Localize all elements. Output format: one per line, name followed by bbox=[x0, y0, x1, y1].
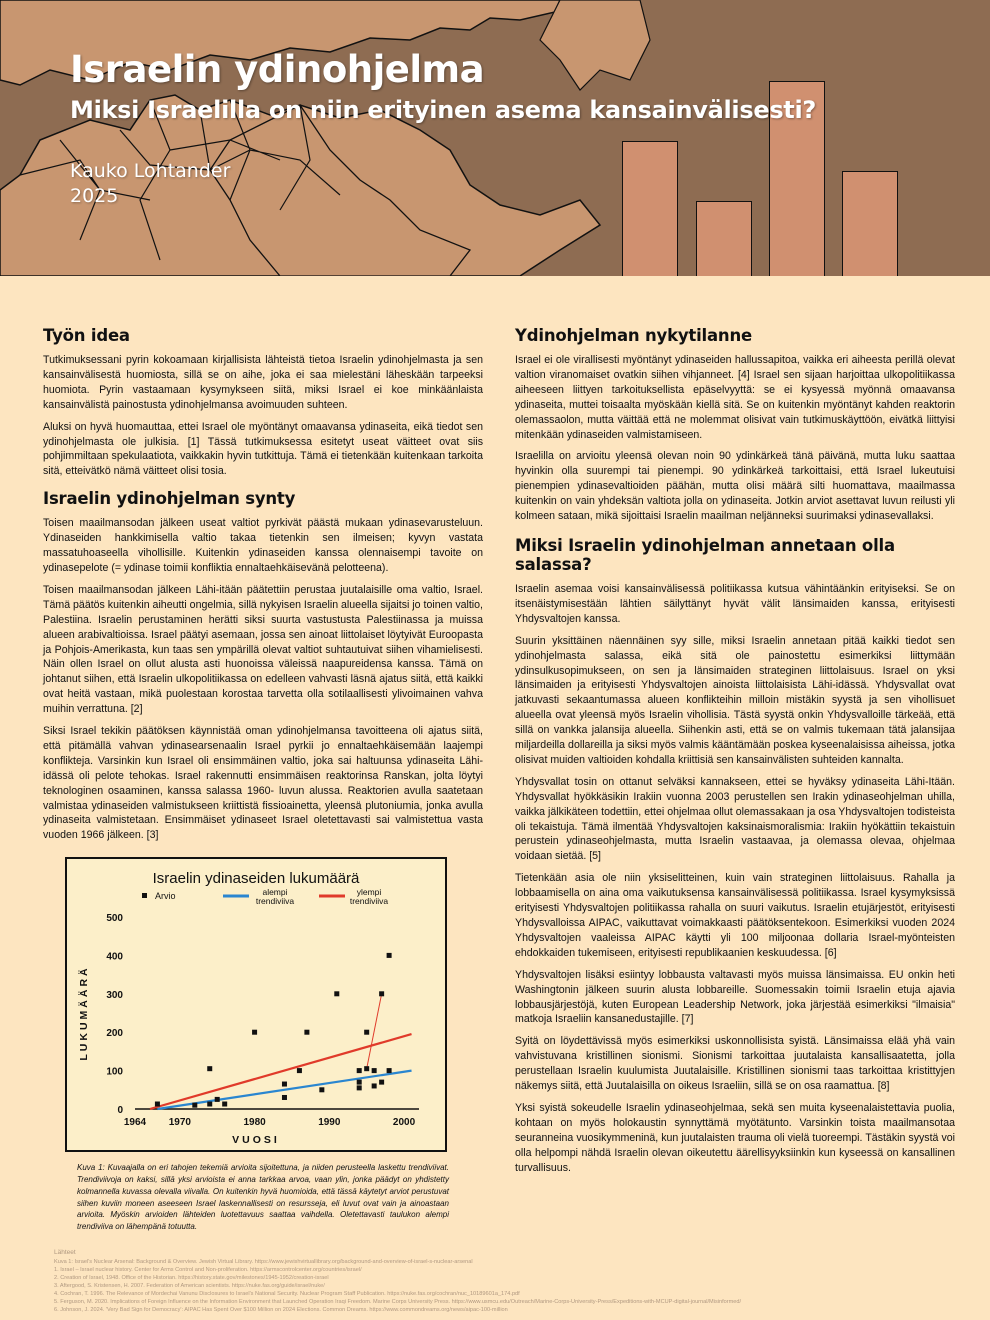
data-point bbox=[372, 1084, 377, 1089]
chart-title: Israelin ydinaseiden lukumäärä bbox=[152, 870, 360, 888]
figure-caption: Kuva 1: Kuvaajalla on eri tahojen tekemiä arvioita sijoitettuna, ja niiden perusteella laskettu trendiviivat. Trendiviivoja on kaksi, sillä yksi arvioista ei anna tarkkaa arvoa, vaan ylin, jonka päädyt on yhdistetty kolmannella kuvassa olevalla viivalla. On kuitenkin hyvä huomioida, että tässä käytetyt arviot perustuvat siihen kuviin moneen aseeseen Israel laskennallisesti on resursseja, eli luvut ovat vain ja ainoastaan arvioita. Myöskin arvioiden lähteiden luotettavuus saattaa vaihdella. Oletettavasti taulukon alempi trendiviiva on lähempänä totuutta. bbox=[77, 1163, 449, 1232]
y-tick-label: 300 bbox=[106, 990, 123, 1002]
paragraph: Siksi Israel tekikin päätöksen käynnistää oman ydinohjelmansa tavoitteena oli ajatus siitä, että pitämällä vahvan ydinasearsenaalin Israel pyrkii jo ennaltaehkäisemään laajempi konflikteja. Varsinkin kun Israel oli ensimmäinen valtio, joka sai haltuunsa ydinaseita Lähi-idässä oli pelote tehokas. Israel rakennutti ensimmäisen reaktorinsa Ranskan, jolta löytyi teknologinen osaaminen, kanssa salassa 1960- luvun alussa. Reaktorien avulla saatetaan valmistaa ydinaseiden valmistukseen kriittistä fissioainetta, yleensä plutoniumia, jonka avulla ydinaseita valmistetaan. Ensimmäiset ydinaseet Israel oletettavasti sai valmistettua vasta vuoden 1966 jälkeen. [3] bbox=[43, 725, 483, 842]
references bbox=[54, 1249, 954, 1314]
land-east bbox=[540, 0, 650, 90]
data-point bbox=[304, 1030, 309, 1035]
paragraph: Yhdysvallat tosin on ottanut selväksi kannakseen, ettei se hyväksy ydinaseita Lähi-Itään. Yhdysvallat hyökkäsikin Irakiin vuonna 2003 perustellen sen Irakin ydinaseohjelman uhilla, vaikka jälkikäteen todettiin, ettei ohjelmaa ollut olemassakaan ja osa Yhdysvaltojen todisteista oli tekaistuja. Tämä ilmentää Yhdysvaltojen kaksinaismoralismia: Irakiin hyökättiin tekaistuin perustein ydinaseohjelmasta, mutta Israelin vastaavaa, ja olemassa olevaa, ohjelmaa voidaan sietää. [5] bbox=[515, 775, 955, 863]
data-point bbox=[357, 1068, 362, 1073]
x-tick-label: 1964 bbox=[123, 1117, 147, 1129]
x-axis-label: VUOSI bbox=[232, 1134, 280, 1147]
legend-label-upper-1: ylempi bbox=[356, 887, 382, 898]
data-point bbox=[334, 992, 339, 997]
y-tick-label: 0 bbox=[117, 1105, 123, 1117]
data-point bbox=[155, 1102, 160, 1107]
data-point bbox=[364, 1066, 369, 1071]
paragraph: Tietenkään asia ole niin yksiselitteinen, kuin vain strateginen liittolaisuus. Rahalla ja lobbaamisella on aina oma vaikutuksensa kansainvälisessä politiikassa. Israel kysymyksissä erityisesti Yhdysvaltojen politiikassa rahalla on suuri vaikutus. Israelin etujärjestöt, erityisesti Yhdysvalloissa AIPAC, vaikuttavat voimakkaasti päätöksentekoon. Esimerkiksi vuoden 2024 Yhdysvaltojen vaaleissa AIPAC käytti yli 100 miljoonaa dollaria Israel-myönteisten ehdokkaiden tukemiseen, erityisesti republikaanien keskuudessa. [6] bbox=[515, 872, 955, 959]
reference-item[interactable]: 4. Cochran, T. 1996. The Relevance of Mordechai Vanunu Disclosures to Israel's National Security. Nuclear Program Staff Publication. https://nuke.fas.org/cochran/nuc_10189601a_174.pdf bbox=[54, 1291, 520, 1297]
reference-item[interactable]: 1. Israel – Israel nuclear history. Center for Arms Control and Non-proliferation. https://armscontrolcenter.org/countries/israel/ bbox=[54, 1267, 362, 1273]
left-column bbox=[43, 322, 483, 1233]
x-tick-label: 1980 bbox=[243, 1117, 266, 1129]
poster-subtitle: Miksi Israelilla on niin erityinen asema kansainvälisesti? bbox=[70, 96, 817, 124]
legend-label-upper-2: trendiviiva bbox=[349, 896, 389, 907]
data-point bbox=[319, 1088, 324, 1093]
reference-item[interactable]: 6. Johnson, J. 2024. 'Very Bad Sign for Democracy': AIPAC Has Spent Over $100 Million on 2024 Elections. Common Dreams. https://www.commondreams.org/news/aipac-100-million bbox=[54, 1307, 508, 1313]
chart-figure bbox=[65, 857, 447, 1152]
data-point bbox=[357, 1086, 362, 1091]
right-column bbox=[515, 322, 955, 1183]
section-title-synty: Israelin ydinohjelman synty bbox=[43, 489, 296, 509]
data-point bbox=[357, 1080, 362, 1085]
data-point bbox=[387, 953, 392, 958]
data-point bbox=[207, 1102, 212, 1107]
references-heading: Lähteet bbox=[54, 1249, 76, 1256]
header-banner bbox=[0, 0, 990, 276]
paragraph: Israelin asemaa voisi kansainvälisessä politiikassa kutsua vähintäänkin erityiseksi. Se on itsenäistymisestään lähtien säilyttänyt hyvät välit länsimaiden kanssa, erityisesti Yhdysvaltojen kanssa. bbox=[515, 582, 955, 625]
reference-item[interactable]: 3. Aftergood, S. Kristensen, H. 2007. Federation of American scientists. https://nuke.fas.org/guide/israel/nuke/ bbox=[54, 1283, 325, 1289]
paragraph: Israel ei ole virallisesti myöntänyt ydinaseiden hallussapitoa, vaikka eri aiheesta perillä olevat valtion viranomaiset ovatkin siihen vihjanneet. [4] Israel sen sijaan harjoittaa ulkopolitiikassa aiheeseen liittyen tarkoituksellista epäselvyyttä: se ei kysyessä myönnä omaavansa ydinaseita, muttei toisaalta myöskään kiellä sitä. Se on kuitenkin myöntänyt kahden reaktorin olemassaolon, mutta väittää että ne molemmat olisivat vain tutkimuskäyttöön, eivätkä liittyisi mitenkään ydinaseiden valmistamiseen. bbox=[515, 354, 955, 441]
section-title-tyon-idea: Työn idea bbox=[43, 326, 130, 345]
y-axis-label: LUKUMÄÄRÄ bbox=[78, 965, 90, 1061]
scatter-chart bbox=[67, 859, 445, 1150]
reference-item[interactable]: 5. Ferguson, M. 2020. Implications of Foreign Influence on the Information Environment that Launched Operation Iraqi Freedom. Marine Corps University Press. https://www.usmcu.edu/Outreach/Marine-Corps-University-Press/Expeditions-with-MCUP-digital-journal/Misinformed/ bbox=[54, 1299, 742, 1305]
data-point bbox=[372, 1068, 377, 1073]
author-block bbox=[70, 159, 230, 209]
data-point bbox=[364, 1030, 369, 1035]
data-point bbox=[222, 1102, 227, 1107]
data-point bbox=[297, 1068, 302, 1073]
decor-bar-1 bbox=[622, 141, 678, 276]
y-tick-label: 400 bbox=[106, 951, 123, 963]
section-title-nykytilanne: Ydinohjelman nykytilanne bbox=[515, 326, 753, 345]
poster-year: 2025 bbox=[70, 185, 119, 207]
data-point bbox=[282, 1082, 287, 1087]
paragraph: Yksi syistä sokeudelle Israelin ydinaseohjelmaa, sekä sen muita kyseenalaistettavia puolia, kohtaan on myös holokaustin synnyttämä myötätunto. Varsinkin toista maailmansotaa seuranneina vuosikymmeninä, kun juutalaisten trauma oli vielä tuoreempi. Tästäkin syystä voi olla helpompi nähdä Israelin olevan oikeutettu äärellisyyksiinkin kun kyseessä on kansallinen turvallisuus. bbox=[515, 1101, 955, 1174]
data-point bbox=[192, 1103, 197, 1108]
paragraph: Israelilla on arvioitu yleensä olevan noin 90 ydinkärkeä tänä päivänä, mutta luku saattaa hyvinkin olla suurempi tai pienempi. 90 ydinkärkeä tarkoittaisi, että Israel lukeutuisi pienempien ydinasevaltioiden päähän, mutta olisi määrä silti huomattava, maailmassa kuitenkin on vain yhdeksän valtiota jolla on ydinaseita. Jotkin arviot asettavat luvun reilusti yli kolmeen sataan, mikä sijoittaisi Israelin maailman neljänneksi suurimaksi ydinasevallaksi. bbox=[515, 450, 955, 523]
data-point bbox=[379, 1080, 384, 1085]
data-point bbox=[207, 1066, 212, 1071]
data-point bbox=[282, 1095, 287, 1100]
y-tick-label: 100 bbox=[106, 1066, 123, 1078]
decor-bar-2 bbox=[696, 201, 752, 276]
poster-title: Israelin ydinohjelma bbox=[70, 48, 485, 91]
paragraph: Toisen maailmansodan jälkeen Lähi-itään päätettiin perustaa juutalaisille oma valtio, Israel. Tämä päätös kuitenkin aiheutti ongelmia, sillä nykyisen Israelin alueella sijaitsi jo toinen valtio, Palestiina. Israelin perustaminen herätti siksi suurta vastustusta Palestiinassa ja muissa alueen arabivaltioissa. Israel päätyi asemaan, jossa sen ainoat liittolaiset löytyivät Euroopasta ja Pohjois-Amerikasta, kun taas sen ympärillä olevat valtiot suhtautuivat siihen vihamielisesti. Näin ollen Israel on ollut alusta asti huonoissa väleissä naapureidensa kanssa. Tämä on johtanut siihen, että Israelin ulkopolitiikassa on edelleen vahvasti läsnä ajatus siitä, että kaikki ovat heitä vastaan, mikä puolestaan korostaa tarvetta olla sotilaallisesti ylivoimainen vahva muihin verrattuna. [2] bbox=[43, 583, 483, 716]
data-point bbox=[387, 1068, 392, 1073]
data-point bbox=[215, 1097, 220, 1102]
x-tick-label: 2000 bbox=[392, 1117, 416, 1129]
paragraph: Toisen maailmansodan jälkeen useat valtiot pyrkivät päästä mukaan ydinasevarusteluun. Ydinaseiden hankkimisella valtio takaa tietenkin sen ilmeisen; kyvyn vastata massatuhoaseella vihollisille. Kuitenkin ydinaseiden kanssa olennaisempi tavoite on ydinasepelote (= ydinase toimii konfliktia ennaltaehkäisevänä pelotteena). bbox=[43, 517, 483, 574]
data-point bbox=[379, 992, 384, 997]
paragraph: Yhdysvaltojen lisäksi esiintyy lobbausta valtavasti myös muissa länsimaissa. EU onkin heti Washingtonin jälkeen suurin alusta lobbareille. Suomessakin toimii Israelin etuja ajavia lobbausjärjestöjä, kuten European Leadership Network, joka järjestää esimerkiksi "ilmaisia" matkoja Israeliin kansanedustajille. [7] bbox=[515, 968, 955, 1026]
x-tick-label: 1970 bbox=[168, 1117, 191, 1129]
legend-label-lower-1: alempi bbox=[262, 887, 288, 898]
data-point bbox=[252, 1030, 257, 1035]
author-name: Kauko Lohtander bbox=[70, 160, 231, 182]
y-tick-label: 200 bbox=[106, 1028, 123, 1040]
reference-item[interactable]: Kuva 1: Israel's Nuclear Arsenal: Background & Overview. Jewish Virtual Library. https://www.jewishvirtuallibrary.org/background-and-overview-of-israel-s-nuclear-arsenal bbox=[54, 1259, 473, 1265]
paragraph: Tutkimuksessani pyrin kokoamaan kirjallisista lähteistä tietoa Israelin ydinohjelmasta ja sen kansainvälisestä huomiosta, sillä se on aihe, joka ei saa mielestäni läheskään tarpeeksi huomiota. Pyrin vastaamaan kysymykseen siitä, miksi Israel ei koe minkäänlaista kansainvälistä painostusta ydinohjelmansa avoimuuden suhteen. bbox=[43, 354, 483, 411]
legend-label-arvio: Arvio bbox=[155, 891, 176, 902]
x-tick-label: 1990 bbox=[318, 1117, 341, 1129]
paragraph: Suurin yksittäinen näennäinen syy sille, miksi Israelin annetaan pitää kaikki tiedot sen ydinohjelmasta salassa, eikä sitä ole painostettu esimerkiksi liittymään ydinsulkusopimukseen, on sen ja länsimaiden strateginen liittolaisuus. Israel on yksi länsimaiden ja erityisesti Yhdysvaltojen ainoista liittolaisista Lähi-idässä. Yhdysvallat ovat jatkuvasti sekaantumassa alueen konflikteihin milloin mistäkin syystä ja sen vihollisuet alueella ovat yleensä myös Israelin vihollisia. Tästä syystä onkin Yhdysvalloille tärkeää, että sillä on vankka jalansija alueella. Siihenkin asti, että se on valmis tukemaan tätä jalansijaa miljardeilla dollareilla ja siksi myös valmis kääntämään poskea kyseenalaisissa aiheissa, jotka olisivat muiden valtioiden kohdalla kriittisiä sen kansainvälisten suhteiden kannalta. bbox=[515, 634, 955, 766]
decor-bar-4 bbox=[842, 171, 898, 276]
reference-item[interactable]: 2. Creation of Israel, 1948. Office of the Historian. https://history.state.gov/milestones/1945-1952/creation-israel bbox=[54, 1275, 329, 1281]
paragraph: Syitä on löydettävissä myös esimerkiksi uskonnollisista syistä. Länsimaissa elää yhä vain vahvistuvana kristillinen sionismi. Sionismi tarkoittaa juutalaista kansallisaatetta, jolla perustellaan Israelin kuulumista Juutalaisille. Kristillinen sionismi taas tarkoittaa kristittyjen näkemys siitä, että Juutalaisilla on oikeus Israeliin, sillä se on osa raamattua. [8] bbox=[515, 1035, 955, 1093]
y-tick-label: 500 bbox=[106, 913, 123, 925]
section-title-salassa: Miksi Israelin ydinohjelman annetaan olla salassa? bbox=[515, 535, 895, 574]
legend-label-lower-2: trendiviiva bbox=[255, 896, 295, 907]
legend-marker-arvio bbox=[142, 893, 147, 898]
paragraph: Aluksi on hyvä huomauttaa, ettei Israel ole myöntänyt omaavansa ydinaseita, eikä tiedot sen ydinohjelmasta ole julkisia. [1] Tässä tutkimuksessa esitetyt useat väitteet ovat siis pohjimmiltaan spekulaatiota, vaikkakin hyvin tutkittuja. Tämä ei tietenkään kuitenkaan tarkoita sitä, etteivätkö nämä väitteet olisi tosia. bbox=[43, 420, 483, 478]
